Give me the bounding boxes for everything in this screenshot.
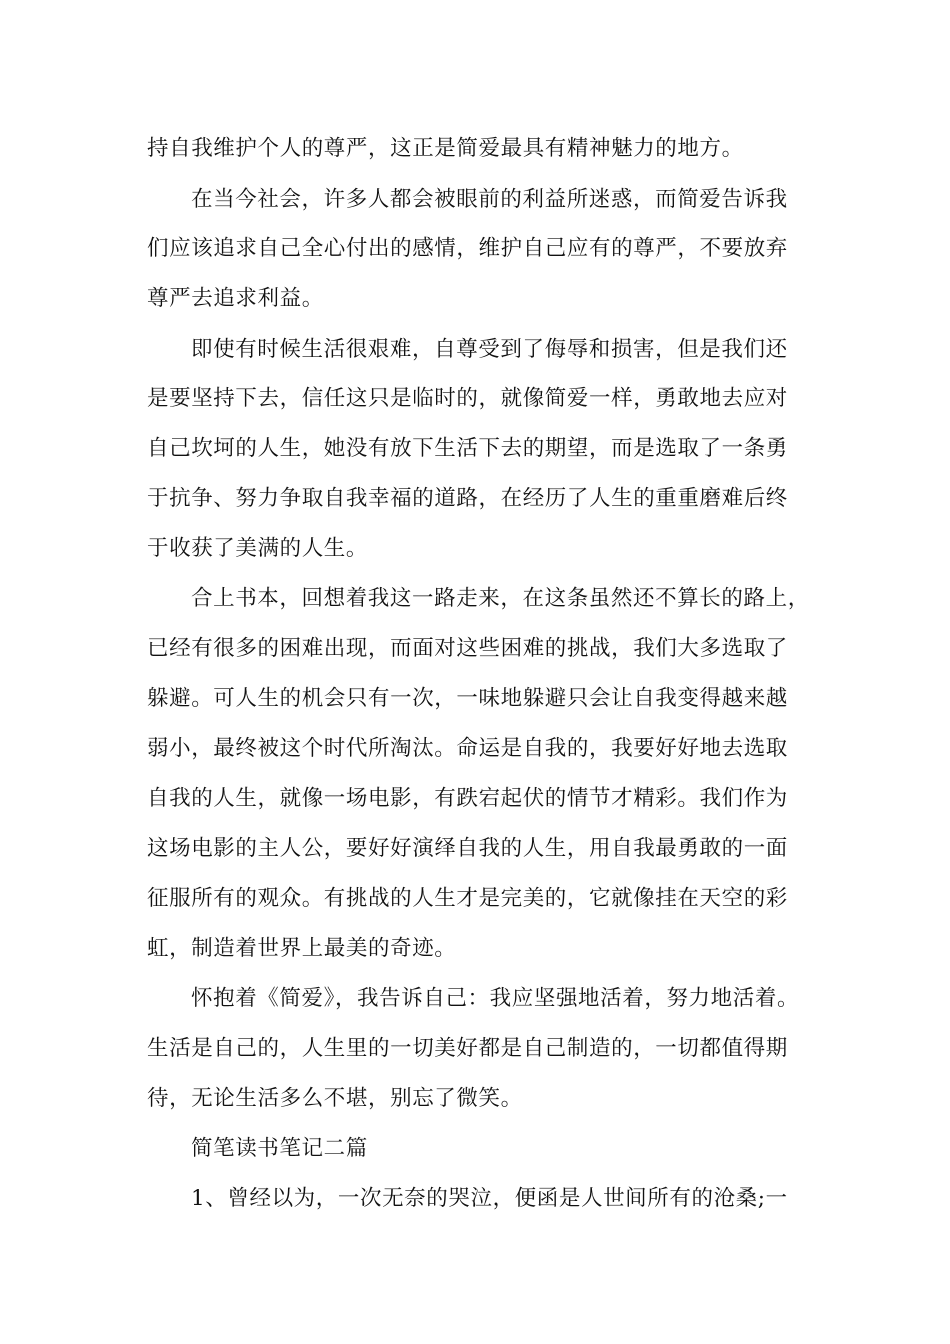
text-line: 待，无论生活多么不堪，别忘了微笑。 [147, 1086, 523, 1111]
text-line: 已经有很多的困难出现，而面对这些困难的挑战，我们大多选取了 [147, 636, 788, 661]
text-line: 们应该追求自己全心付出的感情，维护自己应有的尊严，不要放弃 [147, 236, 788, 261]
text-line: 征服所有的观众。有挑战的人生才是完美的，它就像挂在天空的彩 [147, 886, 788, 911]
text-line: 于收获了美满的人生。 [147, 536, 369, 561]
text-line: 自我的人生，就像一场电影，有跌宕起伏的情节才精彩。我们作为 [147, 786, 788, 811]
paragraph-first-line: 在当今社会，许多人都会被眼前的利益所迷惑，而简爱告诉我 [191, 187, 788, 212]
text-line: 生活是自己的，人生里的一切美好都是自己制造的，一切都值得期 [147, 1036, 788, 1061]
paragraph-first-line: 合上书本，回想着我这一路走来，在这条虽然还不算长的路上， [191, 586, 810, 611]
paragraph-first-line: 怀抱着《简爱》，我告诉自己：我应坚强地活着，努力地活着。 [191, 986, 800, 1011]
paragraph-first-line: 1、曾经以为，一次无奈的哭泣，便函是人世间所有的沧桑;一 [191, 1186, 788, 1211]
text-line: 虹，制造着世界上最美的奇迹。 [147, 936, 457, 961]
text-line: 自己坎坷的人生，她没有放下生活下去的期望，而是选取了一条勇 [147, 436, 788, 461]
text-line: 躲避。可人生的机会只有一次，一味地躲避只会让自我变得越来越 [147, 686, 788, 711]
paragraph-first-line: 即使有时候生活很艰难，自尊受到了侮辱和损害，但是我们还 [191, 337, 788, 362]
text-line: 弱小，最终被这个时代所淘汰。命运是自我的，我要好好地去选取 [147, 736, 788, 761]
text-line: 于抗争、努力争取自我幸福的道路，在经历了人生的重重磨难后终 [147, 486, 788, 511]
text-line: 这场电影的主人公，要好好演绎自我的人生，用自我最勇敢的一面 [147, 836, 788, 861]
text-line: 是要坚持下去，信任这只是临时的，就像简爱一样，勇敢地去应对 [147, 386, 788, 411]
text-line: 尊严去追求利益。 [147, 286, 324, 311]
text-line: 持自我维护个人的尊严，这正是简爱最具有精神魅力的地方。 [147, 136, 744, 161]
section-heading: 简笔读书笔记二篇 [191, 1136, 368, 1161]
